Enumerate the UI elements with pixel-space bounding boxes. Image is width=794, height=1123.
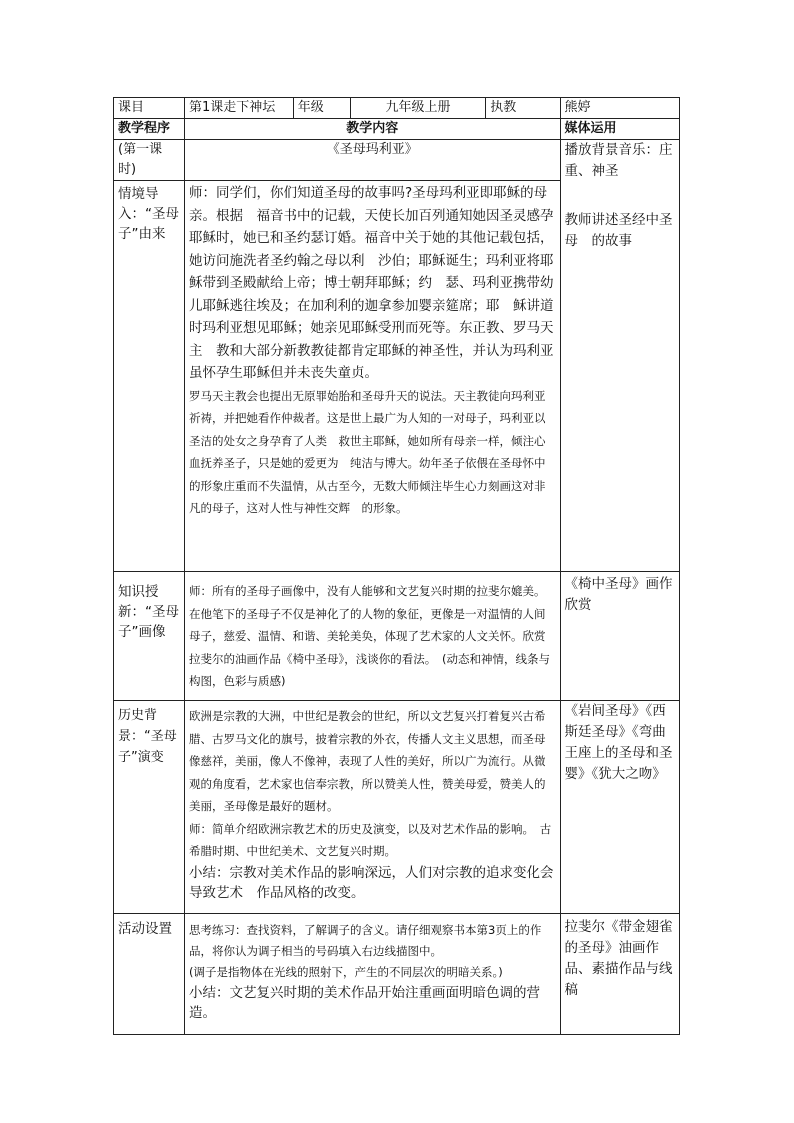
section-4-label-cell: [114, 914, 185, 1035]
section-1-media-cell: [560, 140, 679, 572]
section-3-label: 历史背景：“圣母子”演变: [118, 708, 177, 765]
lesson-title: 《圣母玛利亚》: [185, 140, 561, 181]
header-row: [114, 98, 680, 119]
procedure-header: 教学程序: [114, 119, 185, 140]
grade-value: 九年级上册: [350, 98, 486, 119]
section-4-media: 拉斐尔《带金翅雀的圣母》油画作品、素描作品与线稿: [564, 919, 673, 998]
section-1-label-cell: [114, 181, 185, 572]
section-3-content: 欧洲是宗教的大洲，中世纪是教会的世纪，所以文艺复兴打着复兴古希 腊、古罗马文化的旗号，披着宗教的外衣，传播人文主义思想，而圣母 像慈祥，美丽，像人不像神，表现了人性的美好，所以广为流行。从微 观的角度看，艺术家也信奉宗教，所以赞美人性，赞美母爱，赞美人的 美丽，圣母像是最好的题材。: [189, 709, 558, 813]
section-3-media: 《岩间圣母》《西斯廷圣母》《弯曲王座上的圣母和圣婴》《犹大之吻》: [564, 703, 673, 782]
grade-label: 年级: [293, 98, 350, 119]
section-4-content-cell: [185, 914, 561, 1035]
section-4-label: 活动设置: [118, 921, 172, 937]
section-2-content: 师：所有的圣母子画像中，没有人能够和文艺复兴时期的拉斐尔媲美。在他笔下的圣母子不仅是神化了的人物的象征，更像是一对温情的人间 母子，慈爱、温情、和谐、美轮美奂，体现了艺术家的人文关怀。欣赏拉斐尔的油画作品《椅中圣母》，浅谈你的看法。 (动态和神情，线条与构图，色彩与质感): [189, 584, 558, 688]
section-1-content-main: 师：同学们，你们知道圣母的故事吗?圣母玛利亚即耶稣的母亲。根据 福音书中的记载，天使长加百列通知她因圣灵感孕耶稣时，她已和圣约瑟订婚。福音中关于她的其他记载包括，她访问施洗者圣约翰之母以利 沙伯；耶稣诞生；玛利亚将耶稣带到圣殿献给上帝；博士朝拜耶稣；约 瑟、玛利亚携带幼儿耶稣逃往埃及；在加利利的迦拿参加婴亲筵席；耶 稣讲道时玛利亚想见耶稣；她亲见耶稣受刑而死等。东正教、罗马天主 教和大部分新教教徒都肯定耶稣的神圣性，并认为玛利亚虽怀孕生耶稣但并未丧失童贞。: [189, 185, 554, 381]
content-header: 教学内容: [185, 119, 561, 140]
section-2-row: [114, 572, 680, 701]
subject-label: 课目: [114, 98, 185, 119]
section-2-media-cell: [560, 572, 679, 701]
section-3-content-2: 师：简单介绍欧洲宗教艺术的历史及演变，以及对艺术作品的影响。 古希腊时期、中世纪美术、文艺复兴时期。: [189, 821, 552, 858]
section-4-media-cell: [560, 914, 679, 1035]
subject-value: 第1课走下神坛: [185, 98, 294, 119]
teacher-label: 执教: [486, 98, 560, 119]
teacher-value: 熊婷: [560, 98, 679, 119]
section-3-row: [114, 701, 680, 914]
section-4-row: [114, 914, 680, 1035]
section-1-content-extra: 罗马天主教会也提出无原罪始胎和圣母升天的说法。天主教徒向玛利亚祈祷，并把她看作仲裁者。这是世上最广为人知的一对母子，玛利亚以圣洁的处女之身孕育了人类 救世主耶稣，她如所有母亲一样，倾注心血抚养圣子，只是她的爱更为 纯洁与博大。幼年圣子依偎在圣母怀中的形象庄重而不失温情，从古至今，无数大师倾注毕生心力刻画这对非凡的母子，这对人性与神性交辉 的形象。: [189, 388, 546, 515]
section-1-media-2: 教师讲述圣经中圣母 的故事: [564, 212, 673, 249]
section-2-content-cell: [185, 572, 561, 701]
section-1-media-1: 播放背景音乐：庄重、神圣: [564, 142, 673, 179]
media-header: 媒体运用: [560, 119, 679, 140]
section-4-summary: 小结：文艺复兴时期的美术作品开始注重画面明暗色调的营造。: [189, 985, 541, 1021]
column-header-row: [114, 119, 680, 140]
section-4-content-2: (调子是指物体在光线的照射下，产生的不同层次的明暗关系。): [189, 965, 503, 979]
section-2-media: 《椅中圣母》画作欣赏: [564, 576, 673, 613]
section-1-label: 情境导入：“圣母子”由来: [118, 186, 179, 242]
period-row: [114, 140, 680, 181]
section-3-summary: 小结：宗教对美术作品的影响深远，人们对宗教的追求变化会导致艺术 作品风格的改变。: [189, 864, 554, 901]
lesson-plan-table: [113, 97, 680, 1035]
section-3-media-cell: [560, 701, 679, 914]
period-label: (第一课时): [114, 140, 185, 181]
section-2-label: 知识授新：“圣母子”画像: [118, 584, 179, 640]
section-1-content-cell: [185, 181, 561, 572]
section-3-label-cell: [114, 701, 185, 914]
section-4-content: 思考练习：查找资料，了解调子的含义。请仔细观察书本第3页上的作 品，将你认为调子相当的号码填入右边线描图中。: [189, 923, 553, 958]
section-2-label-cell: [114, 572, 185, 701]
section-3-content-cell: [185, 701, 561, 914]
